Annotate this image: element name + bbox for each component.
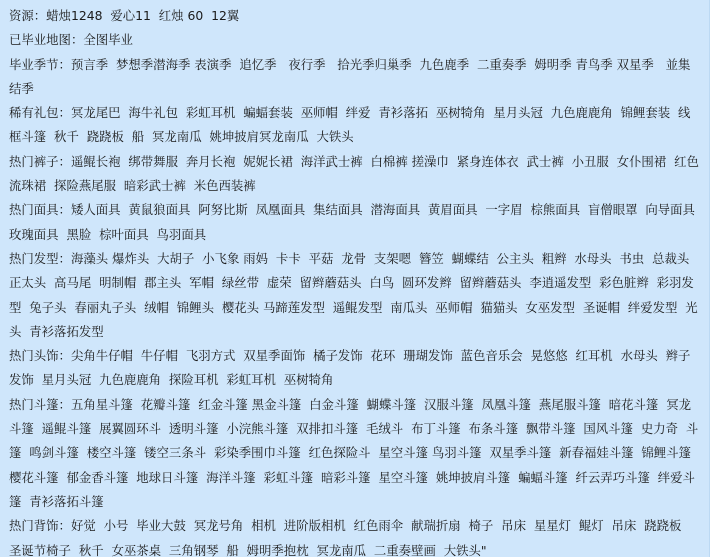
popular-pants-line: 热门裤子：遥鲲长袍 绑带舞服 奔月长袍 妮妮长裙 海洋武士裤 白棉裤 搓澡巾 紧身连体衣 武士裤 小丑服 女仆围裙 红色流珠裙 探险燕尾服 暗彩武士裤 米色西装裤 (9, 153, 699, 194)
popular-masks-line: 热门面具：矮人面具 黄鼠狼面具 阿努比斯 凤凰面具 集结面具 潜海面具 黄眉面具 一字眉 棕熊面具 盲僧眼罩 向导面具 玫瑰面具 黑脸 棕叶面具 鸟羽面具 (9, 202, 703, 242)
popular-back-items-line: 热门背饰：好觉 小号 毕业大鼓 冥龙号角 相机 进阶版相机 红色雨伞 献瑞折扇 椅子 吊床 星星灯 鲲灯 吊床 跷跷板 圣诞节椅子 秋千 女巫茶桌 三角钢琴 船 姆明季抱枕 冥龙南瓜 二重奏壁画 大铁头" (9, 518, 690, 557)
graduated-maps-line: 已毕业地图：全图毕业 (9, 32, 133, 48)
rare-packs-line: 稀有礼包：冥龙尾巴 海牛礼包 彩虹耳机 蝙蝠套装 巫师帽 绊爱 青衫落拓 巫树犄角 星月头冠 九色鹿鹿角 锦鲤套装 线框斗篷 秋千 跷跷板 船 冥龙南瓜 姚坤披肩冥龙南瓜 大铁头 (9, 105, 691, 145)
popular-capes-line: 热门斗篷：五角星斗篷 花瓣斗篷 红金斗篷 黑金斗篷 白金斗篷 蝴蝶斗篷 汉服斗篷 凤凰斗篷 燕尾服斗篷 暗花斗篷 冥龙斗篷 遥鲲斗篷 展翼圆环斗 透明斗篷 小浣熊斗篷 双排扣斗篷 毛绒斗 布丁斗篷 布条斗篷 飘带斗篷 国风斗篷 史力奇 斗篷 鸣剑斗篷 楼空斗篷 镂空三条斗 彩染季围巾斗篷 红色探险斗 星空斗篷 鸟羽斗篷 双星季斗篷 新春福娃斗篷 锦鲤斗篷 樱花斗篷 郁金香斗篷 地球日斗篷 海洋斗篷 彩虹斗篷 暗彩斗篷 星空斗篷 姚坤披肩斗篷 蝙蝠斗篷 纤云弄巧斗篷 绊爱斗篷 青衫落拓斗篷 (9, 396, 699, 509)
graduated-seasons-line: 毕业季节：预言季 梦想季潜海季 表演季 追忆季 夜行季 拾光季归巢季 九色鹿季 二重奏季 姆明季 青鸟季 双星季 並集结季 (9, 56, 691, 96)
popular-headwear-line: 热门头饰：尖角牛仔帽 牛仔帽 飞羽方式 双星季面饰 橘子发饰 花环 珊瑚发饰 蓝色音乐会 晃悠悠 红耳机 水母头 辫子发饰 星月头冠 九色鹿鹿角 探险耳机 彩虹耳机 巫树犄角 (9, 348, 691, 388)
popular-hairstyles-line: 热门发型：海藻头 爆炸头 大胡子 小飞象 雨妈 卡卡 平菇 龙骨 支架嗯 簪笠 蝴蝶结 公主头 粗辫 水母头 书虫 总裁头 正太头 高马尾 明制帽 郡主头 军帽 绿丝带 虚荣 留辫蘑菇头 白鸟 圆环发辫 留辫蘑菇头 李逍遥发型 彩色脏辫 彩羽发型 兔子头 春丽丸子头 绒帽 锦鲤头 樱花头 马蹄莲发型 遥鲲发型 南瓜头 巫师帽 猫猫头 女巫发型 圣诞帽 绊爱发型 光头 青衫落拓发型 (9, 250, 698, 339)
resources-line: 资源：蜡烛1248 爱心11 红烛 60 12翼 (9, 8, 240, 23)
